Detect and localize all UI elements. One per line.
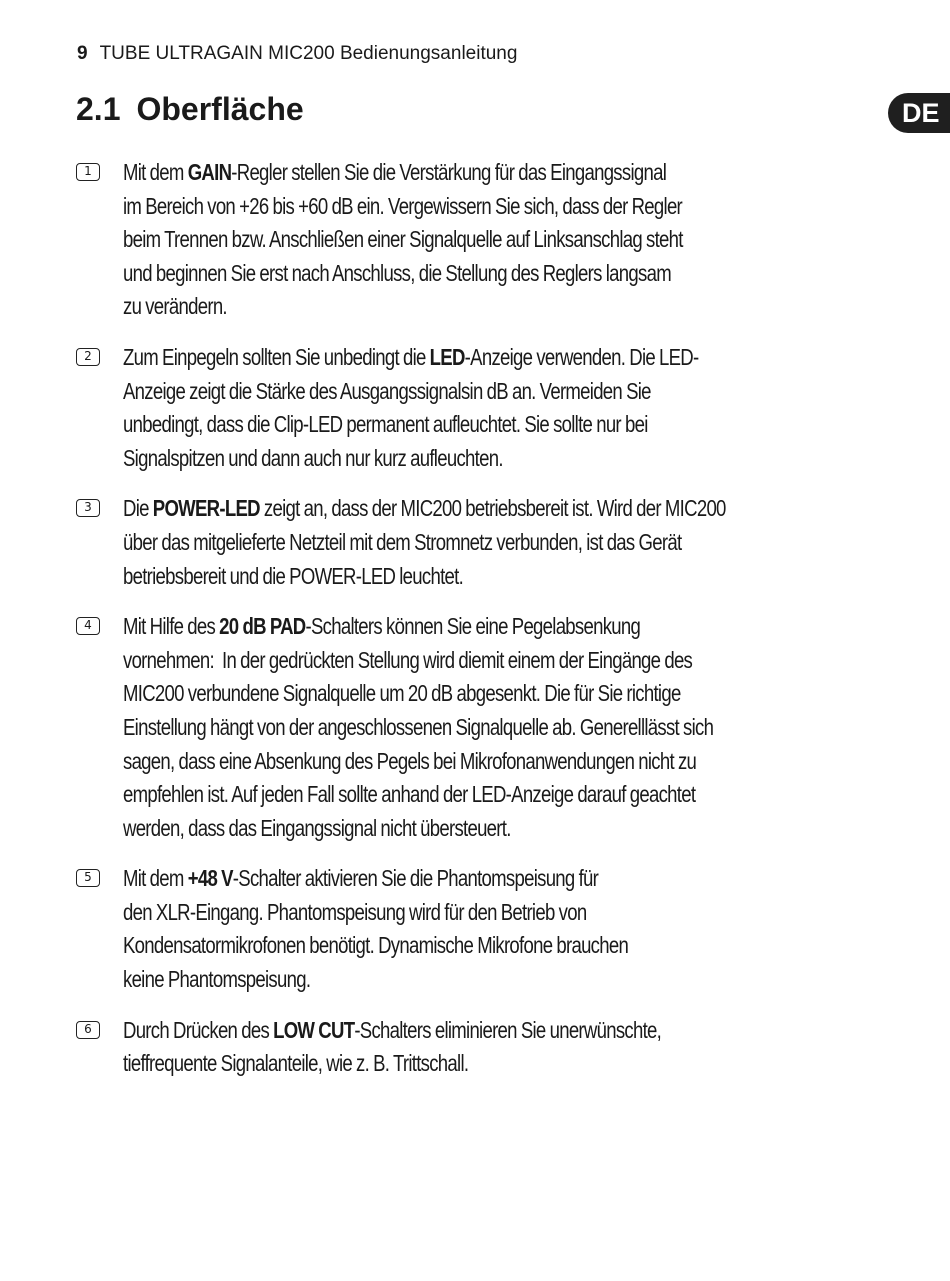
feature-list <box>76 156 866 1098</box>
item-text <box>123 610 913 845</box>
item-line: zu verändern. <box>123 293 227 320</box>
item-intro: Zum Einpegeln sollten Sie unbedingt die <box>123 343 430 370</box>
list-item <box>76 1014 866 1081</box>
item-line: vornehmen: In der gedrückten Stellung wird diemit einem der Eingänge des <box>123 646 693 673</box>
running-header <box>77 42 517 66</box>
control-name-led: LED <box>429 343 465 370</box>
page-number: 9 <box>77 43 88 64</box>
item-line: den XLR-Eingang. Phantomspeisung wird für den Betrieb von <box>123 898 587 925</box>
item-line: keine Phantomspeisung. <box>123 966 311 993</box>
list-item <box>76 492 866 593</box>
item-text <box>123 341 913 475</box>
item-rest: -Schalters eliminieren Sie unerwünschte, <box>354 1016 662 1043</box>
item-text <box>123 492 913 593</box>
item-line: empfehlen ist. Auf jeden Fall sollte anhand der LED-Anzeige darauf geachtet <box>123 781 696 808</box>
item-first-line <box>123 492 913 526</box>
item-rest: -Schalters können Sie eine Pegelabsenkung <box>305 613 641 640</box>
item-line: Einstellung hängt von der angeschlossenen Signalquelle ab. Generelllässt sich <box>123 713 714 740</box>
item-rest: zeigt an, dass der MIC200 betriebsbereit ist. Wird der MIC200 <box>259 495 726 522</box>
item-rest: -Anzeige verwenden. Die LED- <box>464 343 699 370</box>
item-intro: Mit Hilfe des <box>123 613 220 640</box>
language-tab: DE <box>888 93 950 133</box>
item-first-line <box>123 862 913 896</box>
item-intro: Durch Drücken des <box>123 1016 274 1043</box>
item-intro: Mit dem <box>123 159 188 185</box>
item-first-line <box>123 156 913 190</box>
item-number-box: 3 <box>76 499 100 517</box>
item-line: Kondensatormikrofonen benötigt. Dynamische Mikrofone brauchen <box>123 932 629 959</box>
item-line: sagen, dass eine Absenkung des Pegels bei Mikrofonanwendungen nicht zu <box>123 747 697 774</box>
document-title: TUBE ULTRAGAIN MIC200 Bedienungsanleitung <box>99 43 518 64</box>
item-number-box: 2 <box>76 348 100 366</box>
section-number: 2.1 <box>76 91 121 127</box>
list-item <box>76 862 866 996</box>
item-line: tieffrequente Signalanteile, wie z. B. Trittschall. <box>123 1050 469 1077</box>
item-line: betriebsbereit und die POWER-LED leuchtet. <box>123 562 464 589</box>
item-first-line <box>123 341 913 375</box>
item-line: über das mitgelieferte Netzteil mit dem Stromnetz verbunden, ist das Gerät <box>123 528 682 555</box>
item-text <box>123 862 913 996</box>
list-item <box>76 156 866 324</box>
item-number-box: 5 <box>76 869 100 887</box>
list-item <box>76 341 866 475</box>
item-text <box>123 156 913 324</box>
item-text <box>123 1014 913 1081</box>
section-heading <box>76 88 304 130</box>
control-name-pad: 20 dB PAD <box>219 613 306 640</box>
item-number-box: 6 <box>76 1021 100 1039</box>
section-title: Oberfläche <box>136 91 304 127</box>
control-name-low-cut: LOW CUT <box>273 1016 355 1043</box>
item-line: und beginnen Sie erst nach Anschluss, die Stellung des Reglers langsam <box>123 259 671 286</box>
item-intro: Die <box>123 495 153 522</box>
control-name-phantom: +48 V <box>187 865 233 892</box>
item-rest: -Schalter aktivieren Sie die Phantomspeisung für <box>232 865 599 892</box>
item-number-box: 1 <box>76 163 100 181</box>
item-line: MIC200 verbundene Signalquelle um 20 dB abgesenkt. Die für Sie richtige <box>123 680 681 707</box>
control-name-power-led: POWER-LED <box>152 495 260 522</box>
item-line: werden, dass das Eingangssignal nicht übersteuert. <box>123 814 511 841</box>
item-line: unbedingt, dass die Clip-LED permanent aufleuchtet. Sie sollte nur bei <box>123 411 648 438</box>
item-line: beim Trennen bzw. Anschließen einer Signalquelle auf Linksanschlag steht <box>123 226 683 253</box>
item-line: Anzeige zeigt die Stärke des Ausgangssignalsin dB an. Vermeiden Sie <box>123 377 651 404</box>
item-number-box: 4 <box>76 617 100 635</box>
item-first-line <box>123 610 913 644</box>
control-name-gain: GAIN <box>187 159 232 185</box>
item-first-line <box>123 1014 913 1048</box>
item-intro: Mit dem <box>123 865 188 892</box>
list-item <box>76 610 866 845</box>
item-line: im Bereich von +26 bis +60 dB ein. Vergewissern Sie sich, dass der Regler <box>123 192 683 219</box>
item-line: Signalspitzen und dann auch nur kurz aufleuchten. <box>123 444 503 471</box>
item-rest: -Regler stellen Sie die Verstärkung für das Eingangssignal <box>231 159 667 185</box>
